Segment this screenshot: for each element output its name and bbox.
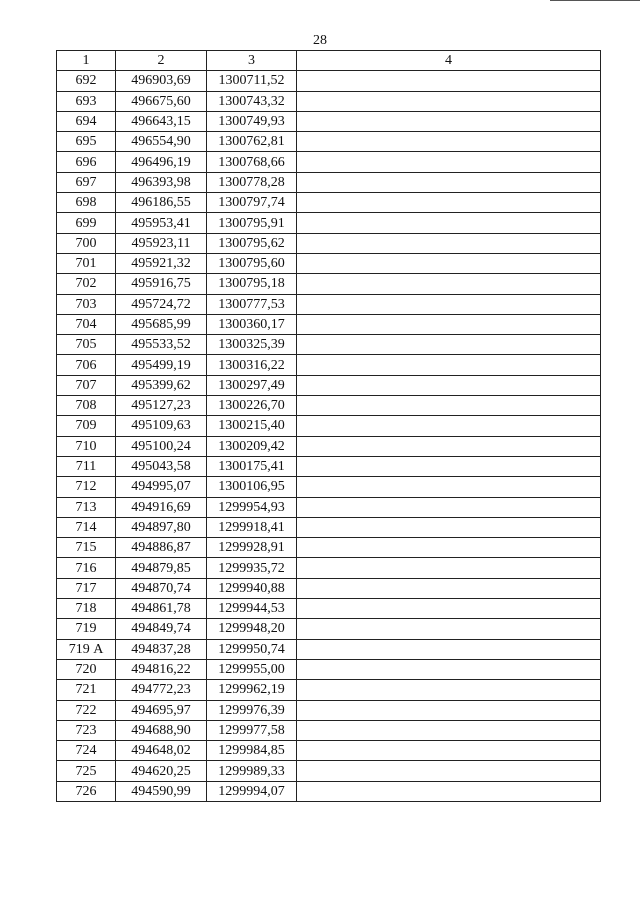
y-coordinate-cell: 1299962,19: [207, 680, 297, 700]
y-coordinate-cell: 1300175,41: [207, 456, 297, 476]
table-row: [57, 274, 601, 294]
table-row: [57, 599, 601, 619]
y-coordinate-cell: 1299940,88: [207, 578, 297, 598]
x-coordinate-cell: 495499,19: [116, 355, 207, 375]
point-number-cell: 726: [57, 781, 116, 801]
note-cell: [297, 294, 601, 314]
x-coordinate-cell: 495127,23: [116, 396, 207, 416]
x-coordinate-cell: 494837,28: [116, 639, 207, 659]
note-cell: [297, 335, 601, 355]
table-row: [57, 132, 601, 152]
point-number-cell: 697: [57, 172, 116, 192]
note-cell: [297, 497, 601, 517]
point-number-cell: 703: [57, 294, 116, 314]
y-coordinate-cell: 1299928,91: [207, 538, 297, 558]
table-row: [57, 91, 601, 111]
column-header: 1: [57, 51, 116, 71]
point-number-cell: 719 А: [57, 639, 116, 659]
point-number-cell: 716: [57, 558, 116, 578]
y-coordinate-cell: 1299989,33: [207, 761, 297, 781]
note-cell: [297, 477, 601, 497]
note-cell: [297, 253, 601, 273]
y-coordinate-cell: 1299954,93: [207, 497, 297, 517]
table-row: [57, 436, 601, 456]
table-row: [57, 639, 601, 659]
x-coordinate-cell: 496643,15: [116, 111, 207, 131]
point-number-cell: 718: [57, 599, 116, 619]
point-number-cell: 693: [57, 91, 116, 111]
table-row: [57, 720, 601, 740]
point-number-cell: 708: [57, 396, 116, 416]
note-cell: [297, 680, 601, 700]
y-coordinate-cell: 1299976,39: [207, 700, 297, 720]
x-coordinate-cell: 495533,52: [116, 335, 207, 355]
y-coordinate-cell: 1300325,39: [207, 335, 297, 355]
table-row: [57, 294, 601, 314]
x-coordinate-cell: 496496,19: [116, 152, 207, 172]
x-coordinate-cell: 496186,55: [116, 193, 207, 213]
x-coordinate-cell: 495916,75: [116, 274, 207, 294]
point-number-cell: 698: [57, 193, 116, 213]
point-number-cell: 699: [57, 213, 116, 233]
note-cell: [297, 720, 601, 740]
table-row: [57, 314, 601, 334]
coordinates-table: [56, 50, 601, 802]
note-cell: [297, 416, 601, 436]
table-body: [57, 71, 601, 802]
y-coordinate-cell: 1300711,52: [207, 71, 297, 91]
table-row: [57, 680, 601, 700]
y-coordinate-cell: 1300209,42: [207, 436, 297, 456]
y-coordinate-cell: 1300360,17: [207, 314, 297, 334]
note-cell: [297, 132, 601, 152]
y-coordinate-cell: 1299950,74: [207, 639, 297, 659]
point-number-cell: 695: [57, 132, 116, 152]
note-cell: [297, 71, 601, 91]
table-row: [57, 700, 601, 720]
x-coordinate-cell: 495921,32: [116, 253, 207, 273]
table-row: [57, 497, 601, 517]
table-row: [57, 396, 601, 416]
x-coordinate-cell: 496675,60: [116, 91, 207, 111]
y-coordinate-cell: 1299994,07: [207, 781, 297, 801]
y-coordinate-cell: 1300778,28: [207, 172, 297, 192]
note-cell: [297, 619, 601, 639]
point-number-cell: 705: [57, 335, 116, 355]
column-header: 2: [116, 51, 207, 71]
point-number-cell: 721: [57, 680, 116, 700]
point-number-cell: 696: [57, 152, 116, 172]
point-number-cell: 725: [57, 761, 116, 781]
y-coordinate-cell: 1299984,85: [207, 741, 297, 761]
note-cell: [297, 193, 601, 213]
y-coordinate-cell: 1300797,74: [207, 193, 297, 213]
table-row: [57, 578, 601, 598]
x-coordinate-cell: 495109,63: [116, 416, 207, 436]
point-number-cell: 709: [57, 416, 116, 436]
note-cell: [297, 172, 601, 192]
y-coordinate-cell: 1299948,20: [207, 619, 297, 639]
x-coordinate-cell: 494849,74: [116, 619, 207, 639]
y-coordinate-cell: 1300106,95: [207, 477, 297, 497]
table-row: [57, 172, 601, 192]
point-number-cell: 701: [57, 253, 116, 273]
table-row: [57, 152, 601, 172]
table-row: [57, 375, 601, 395]
y-coordinate-cell: 1300762,81: [207, 132, 297, 152]
table-row: [57, 233, 601, 253]
x-coordinate-cell: 496393,98: [116, 172, 207, 192]
x-coordinate-cell: 494870,74: [116, 578, 207, 598]
table-row: [57, 416, 601, 436]
point-number-cell: 719: [57, 619, 116, 639]
table-row: [57, 761, 601, 781]
point-number-cell: 715: [57, 538, 116, 558]
note-cell: [297, 456, 601, 476]
table-row: [57, 517, 601, 537]
y-coordinate-cell: 1300795,62: [207, 233, 297, 253]
point-number-cell: 710: [57, 436, 116, 456]
note-cell: [297, 396, 601, 416]
point-number-cell: 700: [57, 233, 116, 253]
y-coordinate-cell: 1299935,72: [207, 558, 297, 578]
table-row: [57, 193, 601, 213]
table-row: [57, 335, 601, 355]
x-coordinate-cell: 494590,99: [116, 781, 207, 801]
x-coordinate-cell: 496903,69: [116, 71, 207, 91]
table-row: [57, 477, 601, 497]
table-row: [57, 741, 601, 761]
point-number-cell: 702: [57, 274, 116, 294]
point-number-cell: 692: [57, 71, 116, 91]
x-coordinate-cell: 494695,97: [116, 700, 207, 720]
page-number: 28: [313, 33, 327, 48]
note-cell: [297, 355, 601, 375]
x-coordinate-cell: 496554,90: [116, 132, 207, 152]
note-cell: [297, 659, 601, 679]
column-header: 4: [297, 51, 601, 71]
y-coordinate-cell: 1300316,22: [207, 355, 297, 375]
y-coordinate-cell: 1300795,18: [207, 274, 297, 294]
y-coordinate-cell: 1299955,00: [207, 659, 297, 679]
point-number-cell: 704: [57, 314, 116, 334]
note-cell: [297, 741, 601, 761]
table-row: [57, 213, 601, 233]
y-coordinate-cell: 1300743,32: [207, 91, 297, 111]
table-header-row: [57, 51, 601, 71]
table-row: [57, 355, 601, 375]
point-number-cell: 720: [57, 659, 116, 679]
table-row: [57, 619, 601, 639]
note-cell: [297, 213, 601, 233]
table-row: [57, 558, 601, 578]
point-number-cell: 717: [57, 578, 116, 598]
note-cell: [297, 538, 601, 558]
note-cell: [297, 639, 601, 659]
table-row: [57, 781, 601, 801]
y-coordinate-cell: 1300226,70: [207, 396, 297, 416]
x-coordinate-cell: 494897,80: [116, 517, 207, 537]
note-cell: [297, 274, 601, 294]
x-coordinate-cell: 495399,62: [116, 375, 207, 395]
x-coordinate-cell: 494916,69: [116, 497, 207, 517]
point-number-cell: 714: [57, 517, 116, 537]
x-coordinate-cell: 495724,72: [116, 294, 207, 314]
note-cell: [297, 558, 601, 578]
note-cell: [297, 314, 601, 334]
table-row: [57, 111, 601, 131]
y-coordinate-cell: 1300749,93: [207, 111, 297, 131]
note-cell: [297, 152, 601, 172]
note-cell: [297, 599, 601, 619]
x-coordinate-cell: 494648,02: [116, 741, 207, 761]
note-cell: [297, 517, 601, 537]
x-coordinate-cell: 494772,23: [116, 680, 207, 700]
point-number-cell: 707: [57, 375, 116, 395]
x-coordinate-cell: 494861,78: [116, 599, 207, 619]
note-cell: [297, 781, 601, 801]
x-coordinate-cell: 494879,85: [116, 558, 207, 578]
note-cell: [297, 375, 601, 395]
x-coordinate-cell: 495043,58: [116, 456, 207, 476]
x-coordinate-cell: 494688,90: [116, 720, 207, 740]
note-cell: [297, 111, 601, 131]
column-header: 3: [207, 51, 297, 71]
top-edge-rule: [550, 0, 640, 1]
table-row: [57, 456, 601, 476]
point-number-cell: 723: [57, 720, 116, 740]
note-cell: [297, 761, 601, 781]
x-coordinate-cell: 494886,87: [116, 538, 207, 558]
x-coordinate-cell: 494816,22: [116, 659, 207, 679]
note-cell: [297, 436, 601, 456]
y-coordinate-cell: 1300795,60: [207, 253, 297, 273]
x-coordinate-cell: 495923,11: [116, 233, 207, 253]
y-coordinate-cell: 1300215,40: [207, 416, 297, 436]
note-cell: [297, 233, 601, 253]
y-coordinate-cell: 1300777,53: [207, 294, 297, 314]
point-number-cell: 713: [57, 497, 116, 517]
point-number-cell: 722: [57, 700, 116, 720]
point-number-cell: 724: [57, 741, 116, 761]
note-cell: [297, 578, 601, 598]
x-coordinate-cell: 494620,25: [116, 761, 207, 781]
x-coordinate-cell: 495685,99: [116, 314, 207, 334]
x-coordinate-cell: 494995,07: [116, 477, 207, 497]
y-coordinate-cell: 1300768,66: [207, 152, 297, 172]
y-coordinate-cell: 1300795,91: [207, 213, 297, 233]
table-row: [57, 538, 601, 558]
y-coordinate-cell: 1300297,49: [207, 375, 297, 395]
x-coordinate-cell: 495953,41: [116, 213, 207, 233]
point-number-cell: 712: [57, 477, 116, 497]
point-number-cell: 706: [57, 355, 116, 375]
x-coordinate-cell: 495100,24: [116, 436, 207, 456]
y-coordinate-cell: 1299944,53: [207, 599, 297, 619]
table-row: [57, 253, 601, 273]
table-row: [57, 659, 601, 679]
y-coordinate-cell: 1299977,58: [207, 720, 297, 740]
note-cell: [297, 91, 601, 111]
table-row: [57, 71, 601, 91]
y-coordinate-cell: 1299918,41: [207, 517, 297, 537]
note-cell: [297, 700, 601, 720]
point-number-cell: 711: [57, 456, 116, 476]
point-number-cell: 694: [57, 111, 116, 131]
